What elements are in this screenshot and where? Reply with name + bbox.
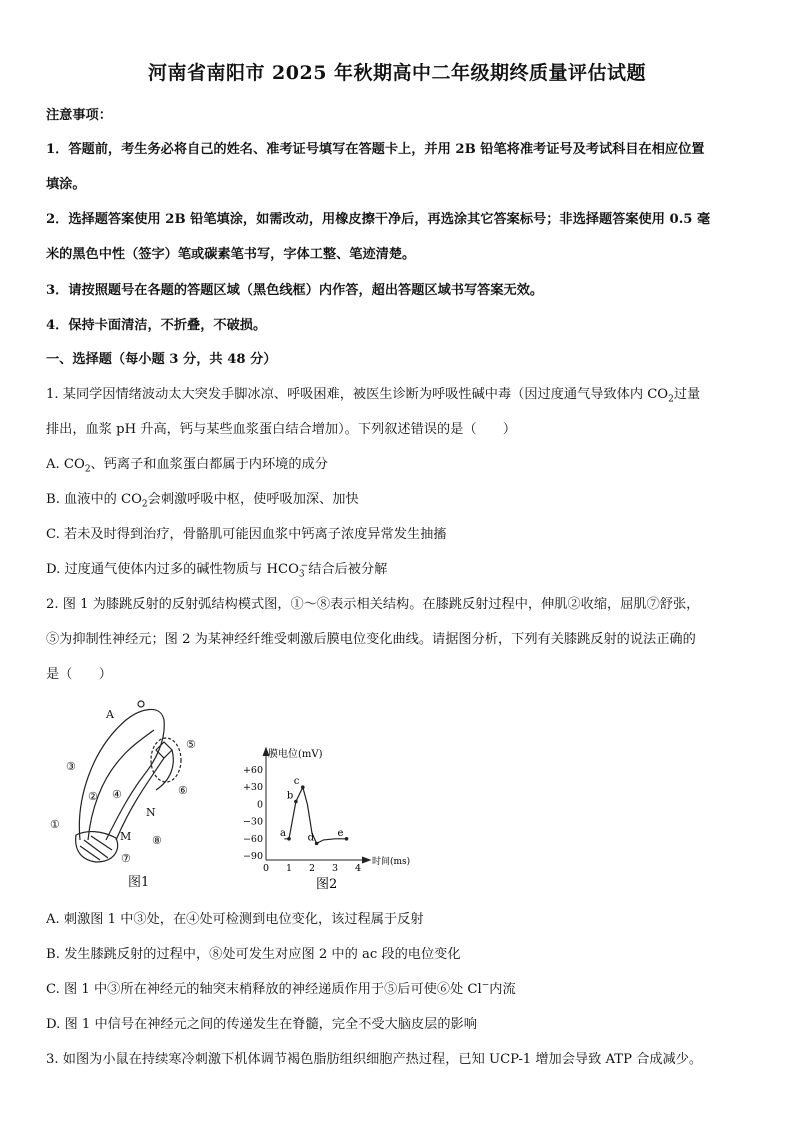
notice-item-2: 2．选择题答案使用 2B 铅笔填涂，如需改动，用橡皮擦干净后，再选涂其它答案标号；非选择题答案使用 0.5 毫 (46, 212, 711, 227)
y-tick-label: −90 (242, 851, 263, 862)
muscle-fibers (80, 836, 112, 860)
point-label-c: c (293, 776, 300, 788)
label-M: M (120, 830, 132, 843)
fig1-caption: 图1 (128, 875, 150, 890)
x-tick-labels (263, 863, 361, 874)
q2-option-c: C. 图 1 中③所在神经元的轴突末梢释放的神经递质作用于⑤后可使⑥处 Cl−内流 (46, 980, 516, 997)
label-5: ⑤ (186, 738, 196, 751)
q2-stem-line2: ⑤为抑制性神经元；图 2 为某神经纤维受刺激后膜电位变化曲线。请据图分析，下列有关膝跳反射的说法正确的 (46, 632, 696, 647)
label-A: A (106, 708, 114, 721)
section-heading: 一、选择题（每小题 3 分，共 48 分） (46, 352, 277, 367)
y-tick-label: +60 (242, 765, 263, 776)
point-label-b: b (286, 790, 294, 802)
x-axis-label: 时间(ms) (372, 857, 411, 867)
label-7: ⑦ (121, 852, 131, 865)
chart-axes (263, 748, 370, 863)
q1-option-b: B. 血液中的 $CO_2$会刺激呼吸中枢，使呼吸加深、加快 (46, 492, 359, 510)
label-8: ⑧ (152, 834, 162, 847)
x-tick-label: 0 (262, 863, 270, 874)
q3-stem-line1: 3. 如图为小鼠在持续寒冷刺激下机体调节褐色脂肪组织细胞产热过程，已知 UCP-1 增加会导致 ATP 合成减少。 (46, 1052, 703, 1067)
reflex-arc-labels (50, 708, 196, 890)
x-tick-label: 4 (354, 863, 362, 874)
data-point-c (301, 785, 305, 789)
label-1: ① (50, 818, 60, 831)
interneuron (156, 750, 173, 790)
q2-option-d: D. 图 1 中信号在神经元之间的传递发生在脊髓，完全不受大脑皮层的影响 (46, 1017, 477, 1032)
data-point-a (287, 837, 291, 841)
page-title: 河南省南阳市 2025 年秋期高中二年级期终质量评估试题 (147, 62, 647, 84)
label-2: ② (88, 790, 98, 803)
q2-figure (36, 690, 436, 895)
notice-item-1-cont: 填涂。 (46, 177, 86, 192)
point-label-e: e (337, 827, 344, 839)
q1-option-c: C. 若未及时得到治疗，骨骼肌可能因血浆中钙离子浓度异常发生抽搐 (46, 527, 447, 542)
label-N: N (146, 806, 156, 819)
q1-stem-line2: 排出，血浆 pH 升高，钙与某些血浆蛋白结合增加）。下列叙述错误的是（ ） (46, 422, 517, 437)
label-6: ⑥ (178, 784, 188, 797)
data-point-d (315, 842, 319, 846)
x-tick-label: 3 (331, 863, 339, 874)
sensory-neuron-outer (79, 709, 164, 840)
x-tick-label: 2 (308, 863, 316, 874)
y-tick-label: −60 (242, 833, 263, 845)
membrane-potential-chart (243, 747, 410, 892)
q2-stem-line3: 是（ ） (46, 667, 112, 682)
notice-item-3: 3．请按照题号在各题的答题区域（黑色线框）内作答，超出答题区域书写答案无效。 (46, 283, 544, 298)
q1-stem-line1: 1. 某同学因情绪波动太大突发手脚冰凉、呼吸困难，被医生诊断为呼吸性碱中毒（因过度通气导致体内 $CO_2$过量 (46, 387, 701, 405)
label-3: ③ (66, 760, 76, 773)
q2-option-b: B. 发生膝跳反射的过程中，⑧处可发生对应图 2 中的 ac 段的电位变化 (46, 947, 461, 962)
q1-option-a: A. $CO_2$、钙离子和血浆蛋白都属于内环境的成分 (46, 457, 328, 475)
point-label-a: a (280, 827, 286, 839)
y-tick-label: 0 (256, 799, 263, 811)
fig2-caption: 图2 (316, 877, 338, 892)
data-point-b (294, 800, 298, 804)
point-label-d: d (307, 832, 315, 844)
label-4: ④ (112, 788, 122, 801)
notice-item-4: 4．保持卡面清洁，不折叠，不破损。 (46, 318, 267, 333)
data-point-e (345, 837, 349, 841)
motor-neuron (116, 742, 172, 840)
y-tick-label: −30 (242, 816, 263, 828)
notice-heading: 注意事项： (46, 108, 112, 123)
q2-option-a: A. 刺激图 1 中③处，在④处可检测到电位变化，该过程属于反射 (46, 912, 424, 927)
q2-stem-line1: 2. 图 1 为膝跳反射的反射弧结构模式图，①～⑧表示相关结构。在膝跳反射过程中，伸肌②收缩，屈肌⑦舒张， (46, 597, 700, 612)
sensory-neuron-inner (88, 730, 154, 840)
y-axis-label: 膜电位(mV) (268, 749, 323, 760)
x-tick-label: 1 (285, 863, 293, 874)
q1-option-d: D. 过度通气使体内过多的碱性物质与 $HCO_3^-$结合后被分解 (46, 560, 388, 580)
receptor-top (138, 701, 144, 707)
notice-item-1: 1．答题前，考生务必将自己的姓名、准考证号填写在答题卡上，并用 2B 铅笔将准考证号及考试科目在相应位置 (46, 142, 705, 157)
notice-item-2-cont: 米的黑色中性（签字）笔或碳素笔书写，字体工整、笔迹清楚。 (46, 247, 416, 262)
y-tick-labels (243, 765, 263, 862)
y-tick-label: +30 (242, 782, 263, 794)
